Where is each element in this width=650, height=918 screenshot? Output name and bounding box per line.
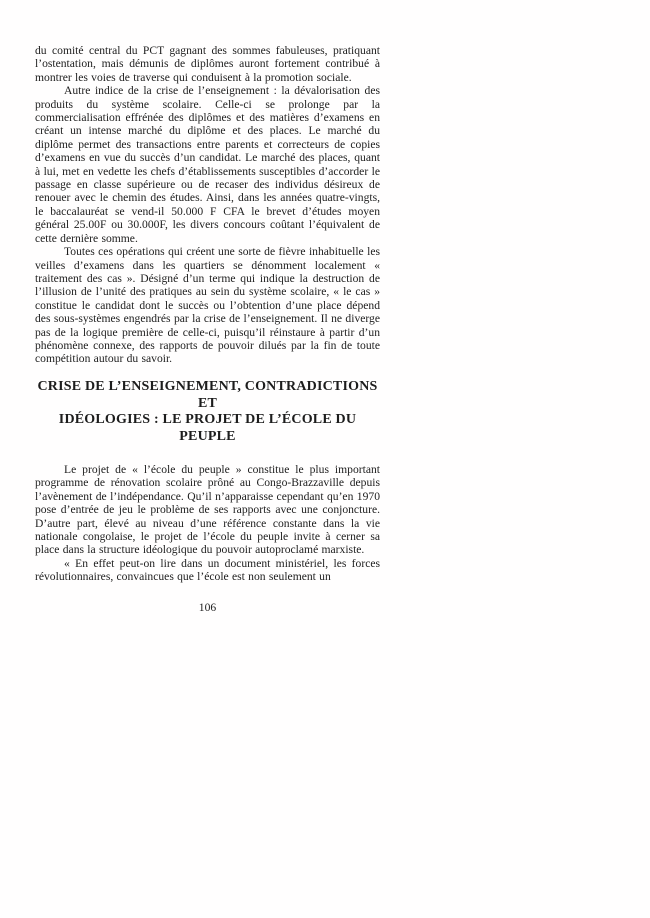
section-heading-line-2: IDÉOLOGIES : LE PROJET DE L’ÉCOLE DU PEUPLE (58, 412, 357, 445)
paragraph-continuation: du comité central du PCT gagnant des sommes fabuleuses, pratiquant l’ostentation, mais démunis de diplômes auront fortement contribué à montrer les voies de traverse qui conduisent à la promotion sociale. (35, 44, 380, 84)
paragraph-traitement-des-cas: Toutes ces opérations qui créent une sorte de fièvre inhabituelle les veilles d’examens dans les quartiers se dénomment localement « traitement des cas ». Désigné d’un terme qui indique la destruction de l’illusion de l’unité des pratiques au sein du système scolaire, « le cas » constitue le candidat dont le succès ou l’obtention d’une place dépend des sous-systèmes engendrés par la crise de l’enseignement. Il ne diverge pas de la logique première de celle-ci, puisqu’il réinstaure à partir d’un phénomène connexe, des rapports de pouvoir dilués par la fin de toute compétition autour du savoir. (35, 245, 380, 366)
paragraph-document-ministeriel: « En effet peut-on lire dans un document ministériel, les forces révolutionnaires, convaincues que l’école est non seulement un (35, 556, 380, 584)
section-heading-line-1: CRISE DE L’ENSEIGNEMENT, CONTRADICTIONS ET (37, 378, 378, 411)
paragraph-devalorisation: Autre indice de la crise de l’enseignement : la dévalorisation des produits du système scolaire. Celle-ci se prolonge par la commercialisation effrénée des diplômes et des matières d’examens en créant un intense marché du diplôme et des places. Le marché du diplôme permet des transactions entre parents et correcteurs de copies d’examens en vue du succès d’un candidat. Le marché des places, quant à lui, met en vedette les chefs d’établissements susceptibles d’accorder le passage en classe supérieure ou de recaser des individus désireux de renouer avec le chemin des études. Ainsi, dans les années quatre-vingts, le baccalauréat se vend-il 50.000 F CFA le brevet d’études moyen général 25.00F ou 30.000F, les divers concours coûtant l’équivalent de cette dernière somme. (35, 84, 380, 245)
page-number: 106 (198, 601, 217, 614)
text-column (35, 44, 380, 584)
section-heading (35, 379, 380, 446)
paragraph-projet-ecole-du-peuple: Le projet de « l’école du peuple » constitue le plus important programme de rénovation scolaire prôné au Congo-Brazzaville depuis l’avènement de l’indépendance. Qu’il n’apparaisse cependant qu’en 1970 pose d’entrée de jeu le problème de ses rapports avec une conjoncture. D’autre part, élevé au niveau d’une référence constante dans la vie nationale congolaise, le projet de l’école du peuple invite à cerner sa place dans la structure idéologique du pouvoir autoproclamé marxiste. (35, 462, 380, 557)
